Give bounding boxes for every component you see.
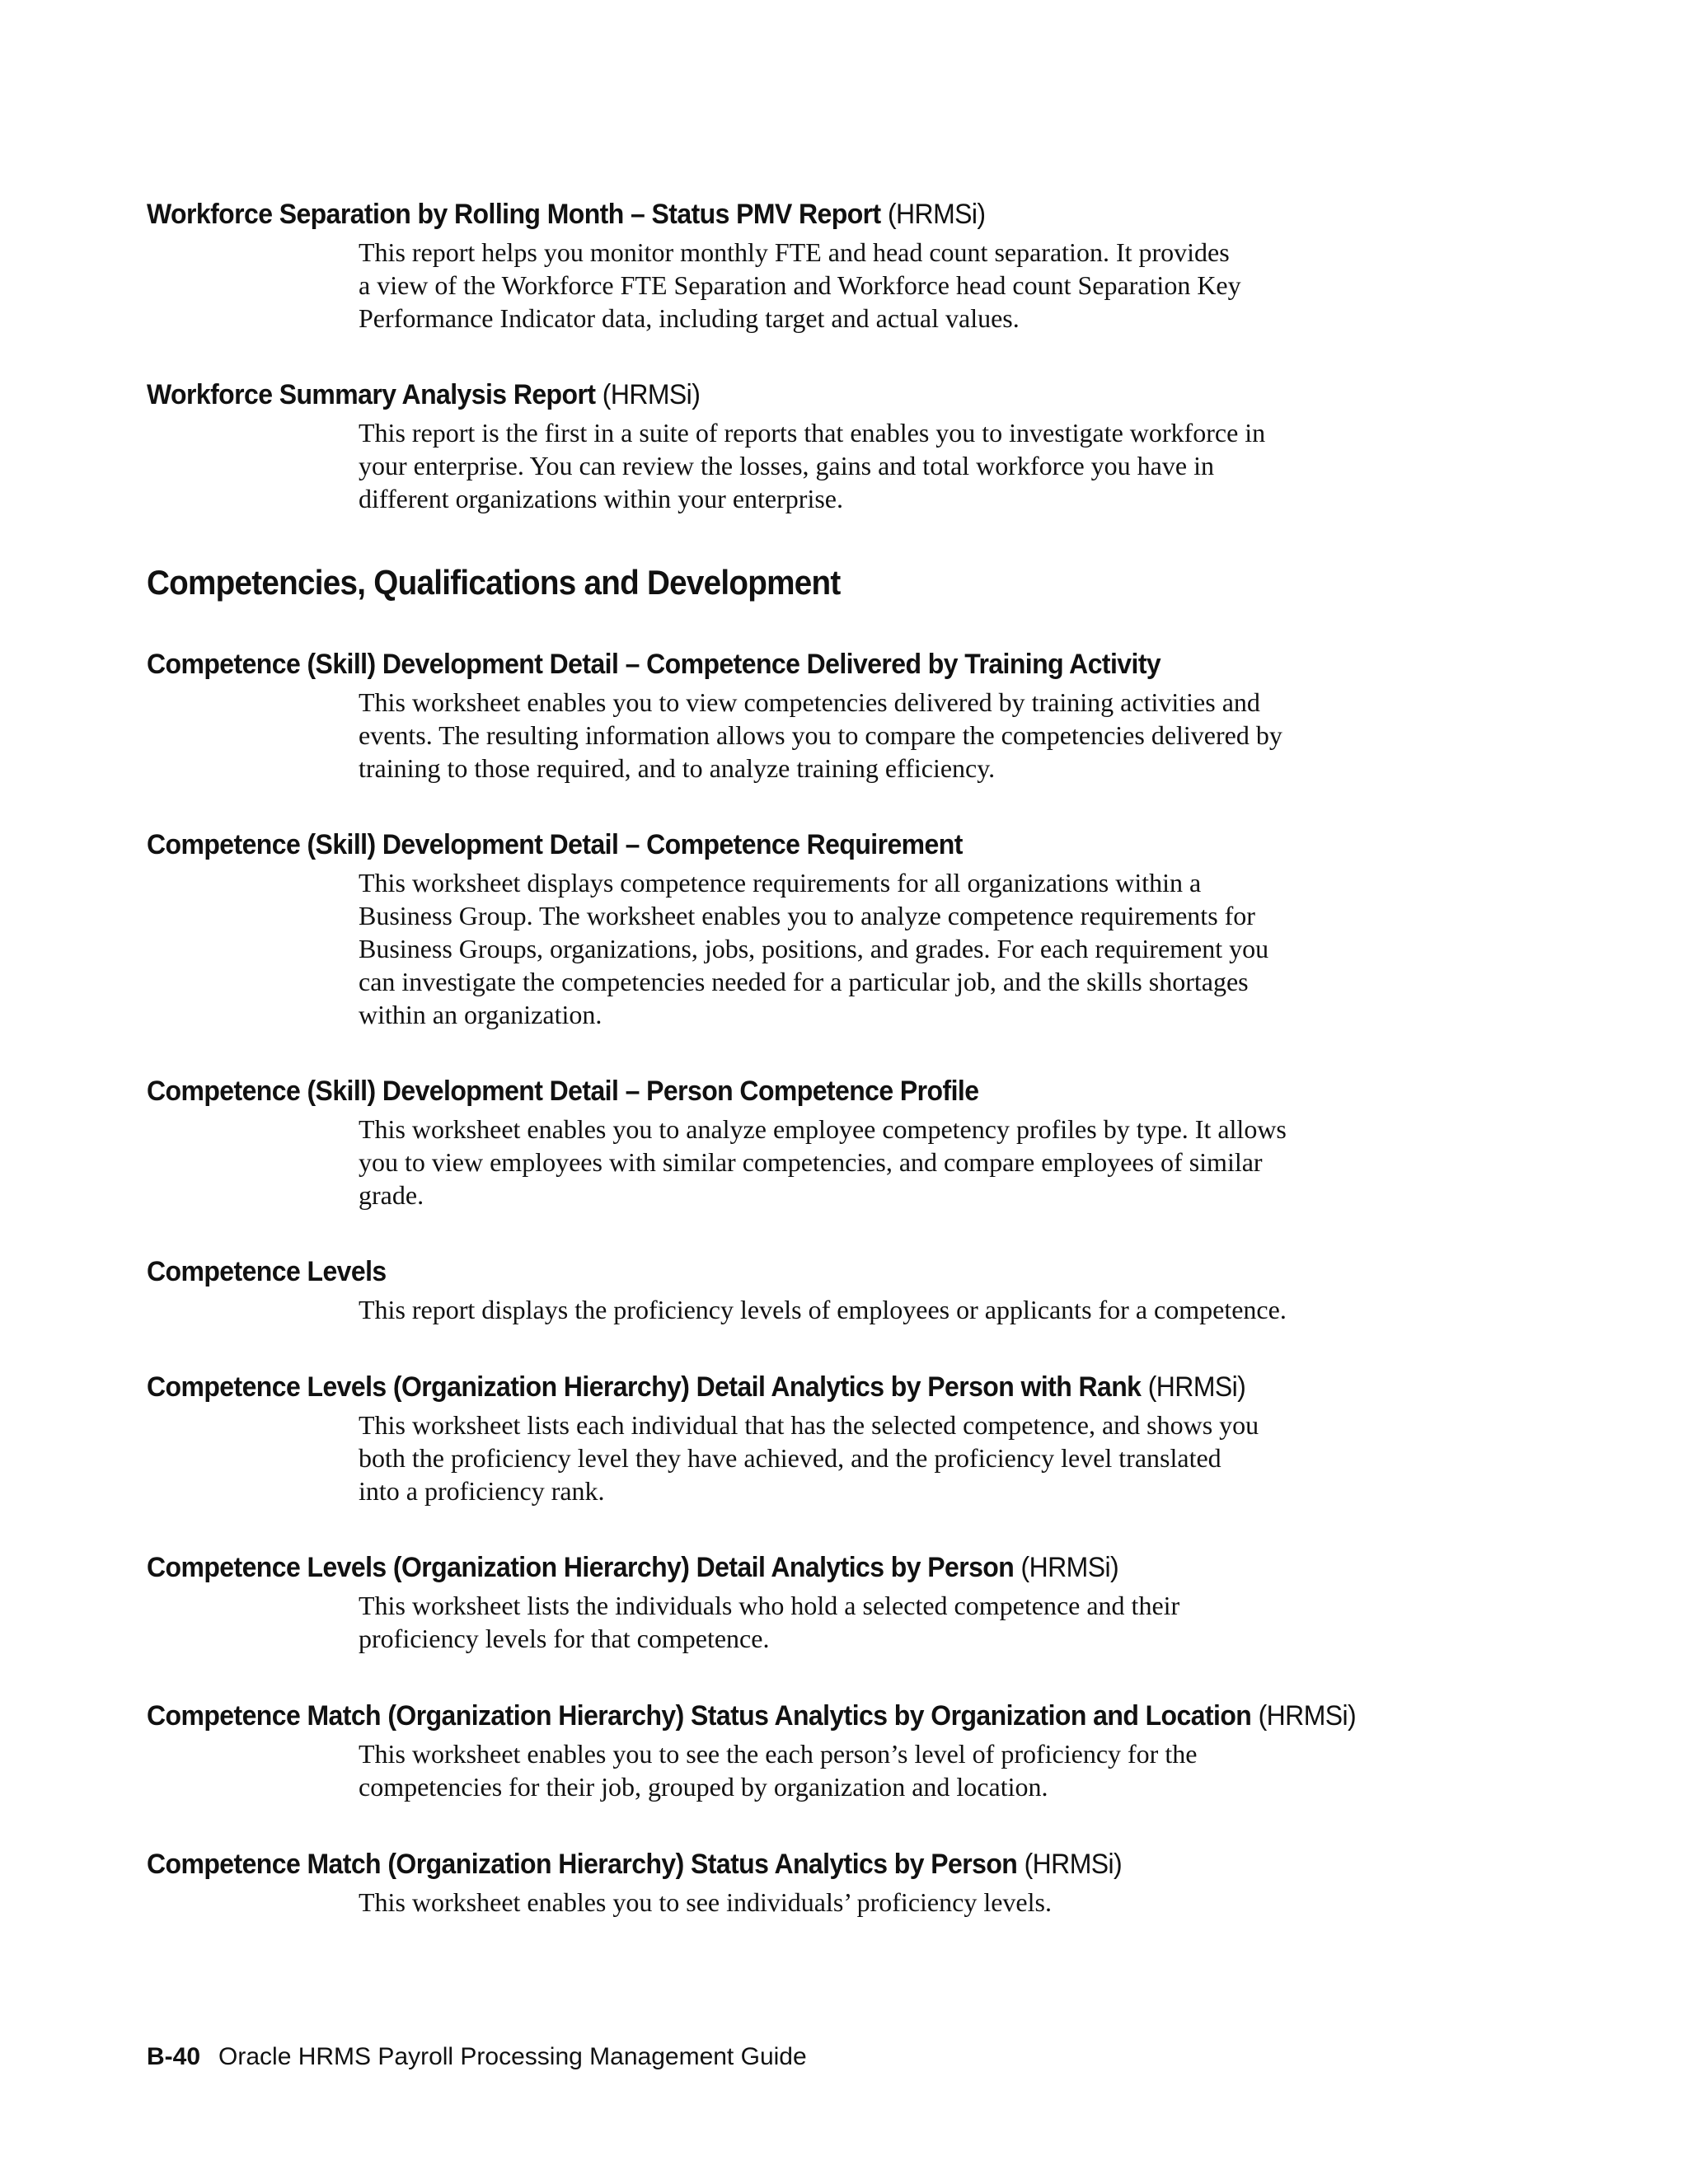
entry-title-text: Competence Match (Organization Hierarchy) Status Analytics by Organization and Location [147, 1700, 1252, 1732]
entry-title [147, 828, 1386, 861]
entry-title [147, 198, 1386, 231]
report-entry [147, 378, 1465, 515]
entry-title-text: Workforce Summary Analysis Report [147, 379, 596, 410]
entry-title [147, 648, 1386, 681]
entry-title-text: Workforce Separation by Rolling Month – Status PMV Report [147, 199, 881, 230]
report-entry [147, 1848, 1465, 1919]
entry-tag: (HRMSi) [1258, 1700, 1357, 1732]
entry-title [147, 1075, 1386, 1108]
entry-description: This report displays the proficiency levels of employees or applicants for a competence. [359, 1295, 1287, 1324]
entry-title [147, 1255, 1386, 1288]
page-footer [147, 2042, 807, 2072]
entry-description: This worksheet enables you to see individuals’ proficiency levels. [359, 1887, 1052, 1917]
entry-tag: (HRMSi) [1024, 1849, 1123, 1880]
report-entry [147, 1075, 1465, 1212]
report-entry [147, 1699, 1465, 1803]
entry-description: This report is the first in a suite of reports that enables you to investigate workforce in your enterprise. You can review the losses, gains and total workforce you have in different organizations within your enterprise. [359, 418, 1266, 513]
report-entry [147, 1255, 1465, 1326]
entry-description: This worksheet displays competence requirements for all organizations within a Business Group. The worksheet enables you to analyze competence requirements for Business Groups, organizations, jobs, positions, and grades. For each requirement you can investigate the competencies needed for a particular job, and the skills shortages within an organization. [359, 868, 1269, 1029]
entry-title [147, 378, 1386, 411]
entry-title [147, 1848, 1386, 1881]
entry-description: This worksheet enables you to see the each person’s level of proficiency for the competencies for their job, grouped by organization and location. [359, 1739, 1198, 1802]
entry-title-text: Competence Levels (Organization Hierarchy) Detail Analytics by Person [147, 1552, 1015, 1583]
entry-tag: (HRMSi) [1147, 1371, 1246, 1403]
report-entry [147, 1551, 1465, 1655]
report-entry [147, 648, 1465, 785]
entry-title-text: Competence Levels (Organization Hierarchy) Detail Analytics by Person with Rank [147, 1371, 1142, 1403]
entry-title [147, 1699, 1386, 1732]
report-entry [147, 1371, 1465, 1507]
report-entry [147, 198, 1465, 335]
entry-title-text: Competence (Skill) Development Detail – Person Competence Profile [147, 1076, 979, 1107]
entry-description: This worksheet lists each individual that has the selected competence, and shows you both the proficiency level they have achieved, and the proficiency level translated into a proficiency rank. [359, 1410, 1259, 1506]
guide-title: Oracle HRMS Payroll Processing Management Guide [218, 2043, 807, 2070]
report-entry [147, 828, 1465, 1031]
entry-description: This worksheet enables you to view competencies delivered by training activities and events. The resulting information allows you to compare the competencies delivered by training to those required, and to analyze training efficiency. [359, 687, 1282, 783]
entry-title-text: Competence (Skill) Development Detail – Competence Requirement [147, 829, 963, 860]
entry-tag: (HRMSi) [887, 199, 986, 230]
entry-title-text: Competence Levels [147, 1256, 387, 1287]
entry-title [147, 1371, 1386, 1404]
entry-title-text: Competence (Skill) Development Detail – Competence Delivered by Training Activity [147, 649, 1161, 680]
section-heading: Competencies, Qualifications and Development [147, 563, 841, 602]
entry-description: This worksheet enables you to analyze employee competency profiles by type. It allows you to view employees with similar competencies, and compare employees of similar grade. [359, 1114, 1287, 1210]
entry-title-text: Competence Match (Organization Hierarchy) Status Analytics by Person [147, 1849, 1018, 1880]
entry-description: This worksheet lists the individuals who hold a selected competence and their proficiency levels for that competence. [359, 1591, 1180, 1653]
entry-tag: (HRMSi) [1020, 1552, 1119, 1583]
entry-description: This report helps you monitor monthly FTE and head count separation. It provides a view of the Workforce FTE Separation and Workforce head count Separation Key Performance Indicator data, including target and actual values. [359, 237, 1241, 333]
entry-title [147, 1551, 1386, 1584]
entry-tag: (HRMSi) [602, 379, 701, 410]
page-number: B-40 [147, 2043, 201, 2070]
